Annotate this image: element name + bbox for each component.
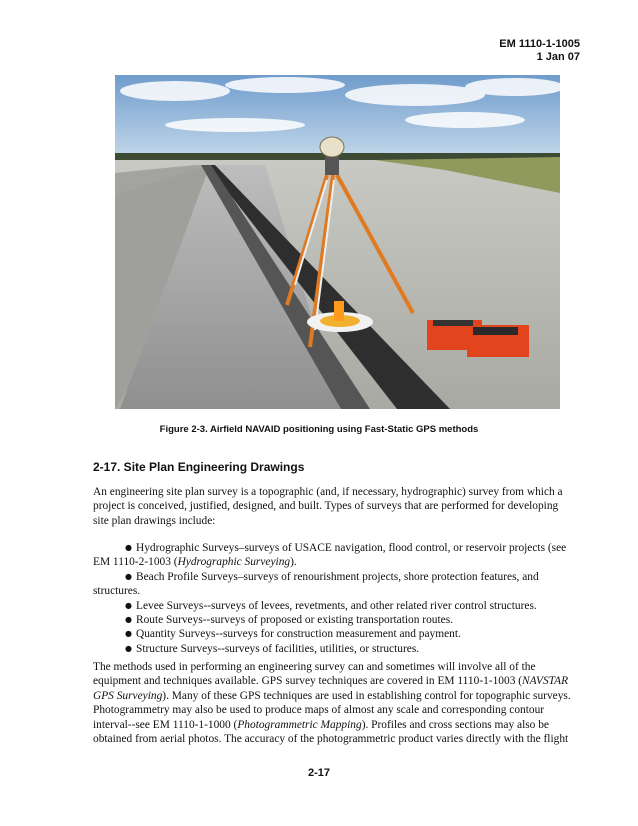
list-item: ● Structure Surveys--surveys of facilities, utilities, or structures. [125,642,420,655]
gps-receiver [320,137,344,157]
list-item: ● Beach Profile Surveys–surveys of renourishment projects, shore protection features, and structures. [93,570,539,598]
methods-paragraph: The methods used in performing an engineering survey can and sometimes will involve all of the equipment and techniques available. GPS survey techniques are covered in EM 1110-1-1003 (NAVSTAR GPS Surveying). Many of these GPS techniques are used in establishing control for topographic surveys. Photogrammetry may also be used to produce maps of almost any scale and corresponding contour interval--see EM 1110-1-1000 (Photogrammetric Mapping). Profiles and cross sections may also be obtained from aerial photos. The accuracy of the photogrammetric product varies directly with the flight [93,661,571,746]
bullet-icon: ● [125,643,132,653]
list-item: ● Levee Surveys--surveys of levees, revetments, and other related river control structures. [125,599,537,612]
document-number: EM 1110-1-1005 [499,38,580,50]
list-item: ● Quantity Surveys--surveys for construction measurement and payment. [125,628,461,641]
bullet-icon: ● [125,629,132,639]
list-item: ● Hydrographic Surveys–surveys of USACE navigation, flood control, or reservoir projects (see EM 1110-2-1003 (Hydrographic Surveying). [93,542,567,569]
intro-paragraph: An engineering site plan survey is a topographic (and, if necessary, hydrographic) survey from which a project is conceived, justified, designed, and built. Types of surveys that are performed for developing site plan drawings include: [93,486,563,527]
page-number: 2-17 [307,767,331,779]
section-heading: 2-17. Site Plan Engineering Drawings [93,460,305,474]
figure-photo [115,75,560,409]
survey-types-list [93,541,571,656]
document-header [499,38,580,64]
document-date: 1 Jan 07 [536,51,580,63]
bullet-icon: ● [125,543,132,552]
figure-caption: Figure 2-3. Airfield NAVAID positioning using Fast-Static GPS methods [159,424,479,435]
bullet-icon: ● [125,600,132,610]
bullet-icon: ● [125,571,132,581]
bullet-icon: ● [125,615,132,625]
list-item: ● Route Surveys--surveys of proposed or existing transportation routes. [125,614,453,627]
